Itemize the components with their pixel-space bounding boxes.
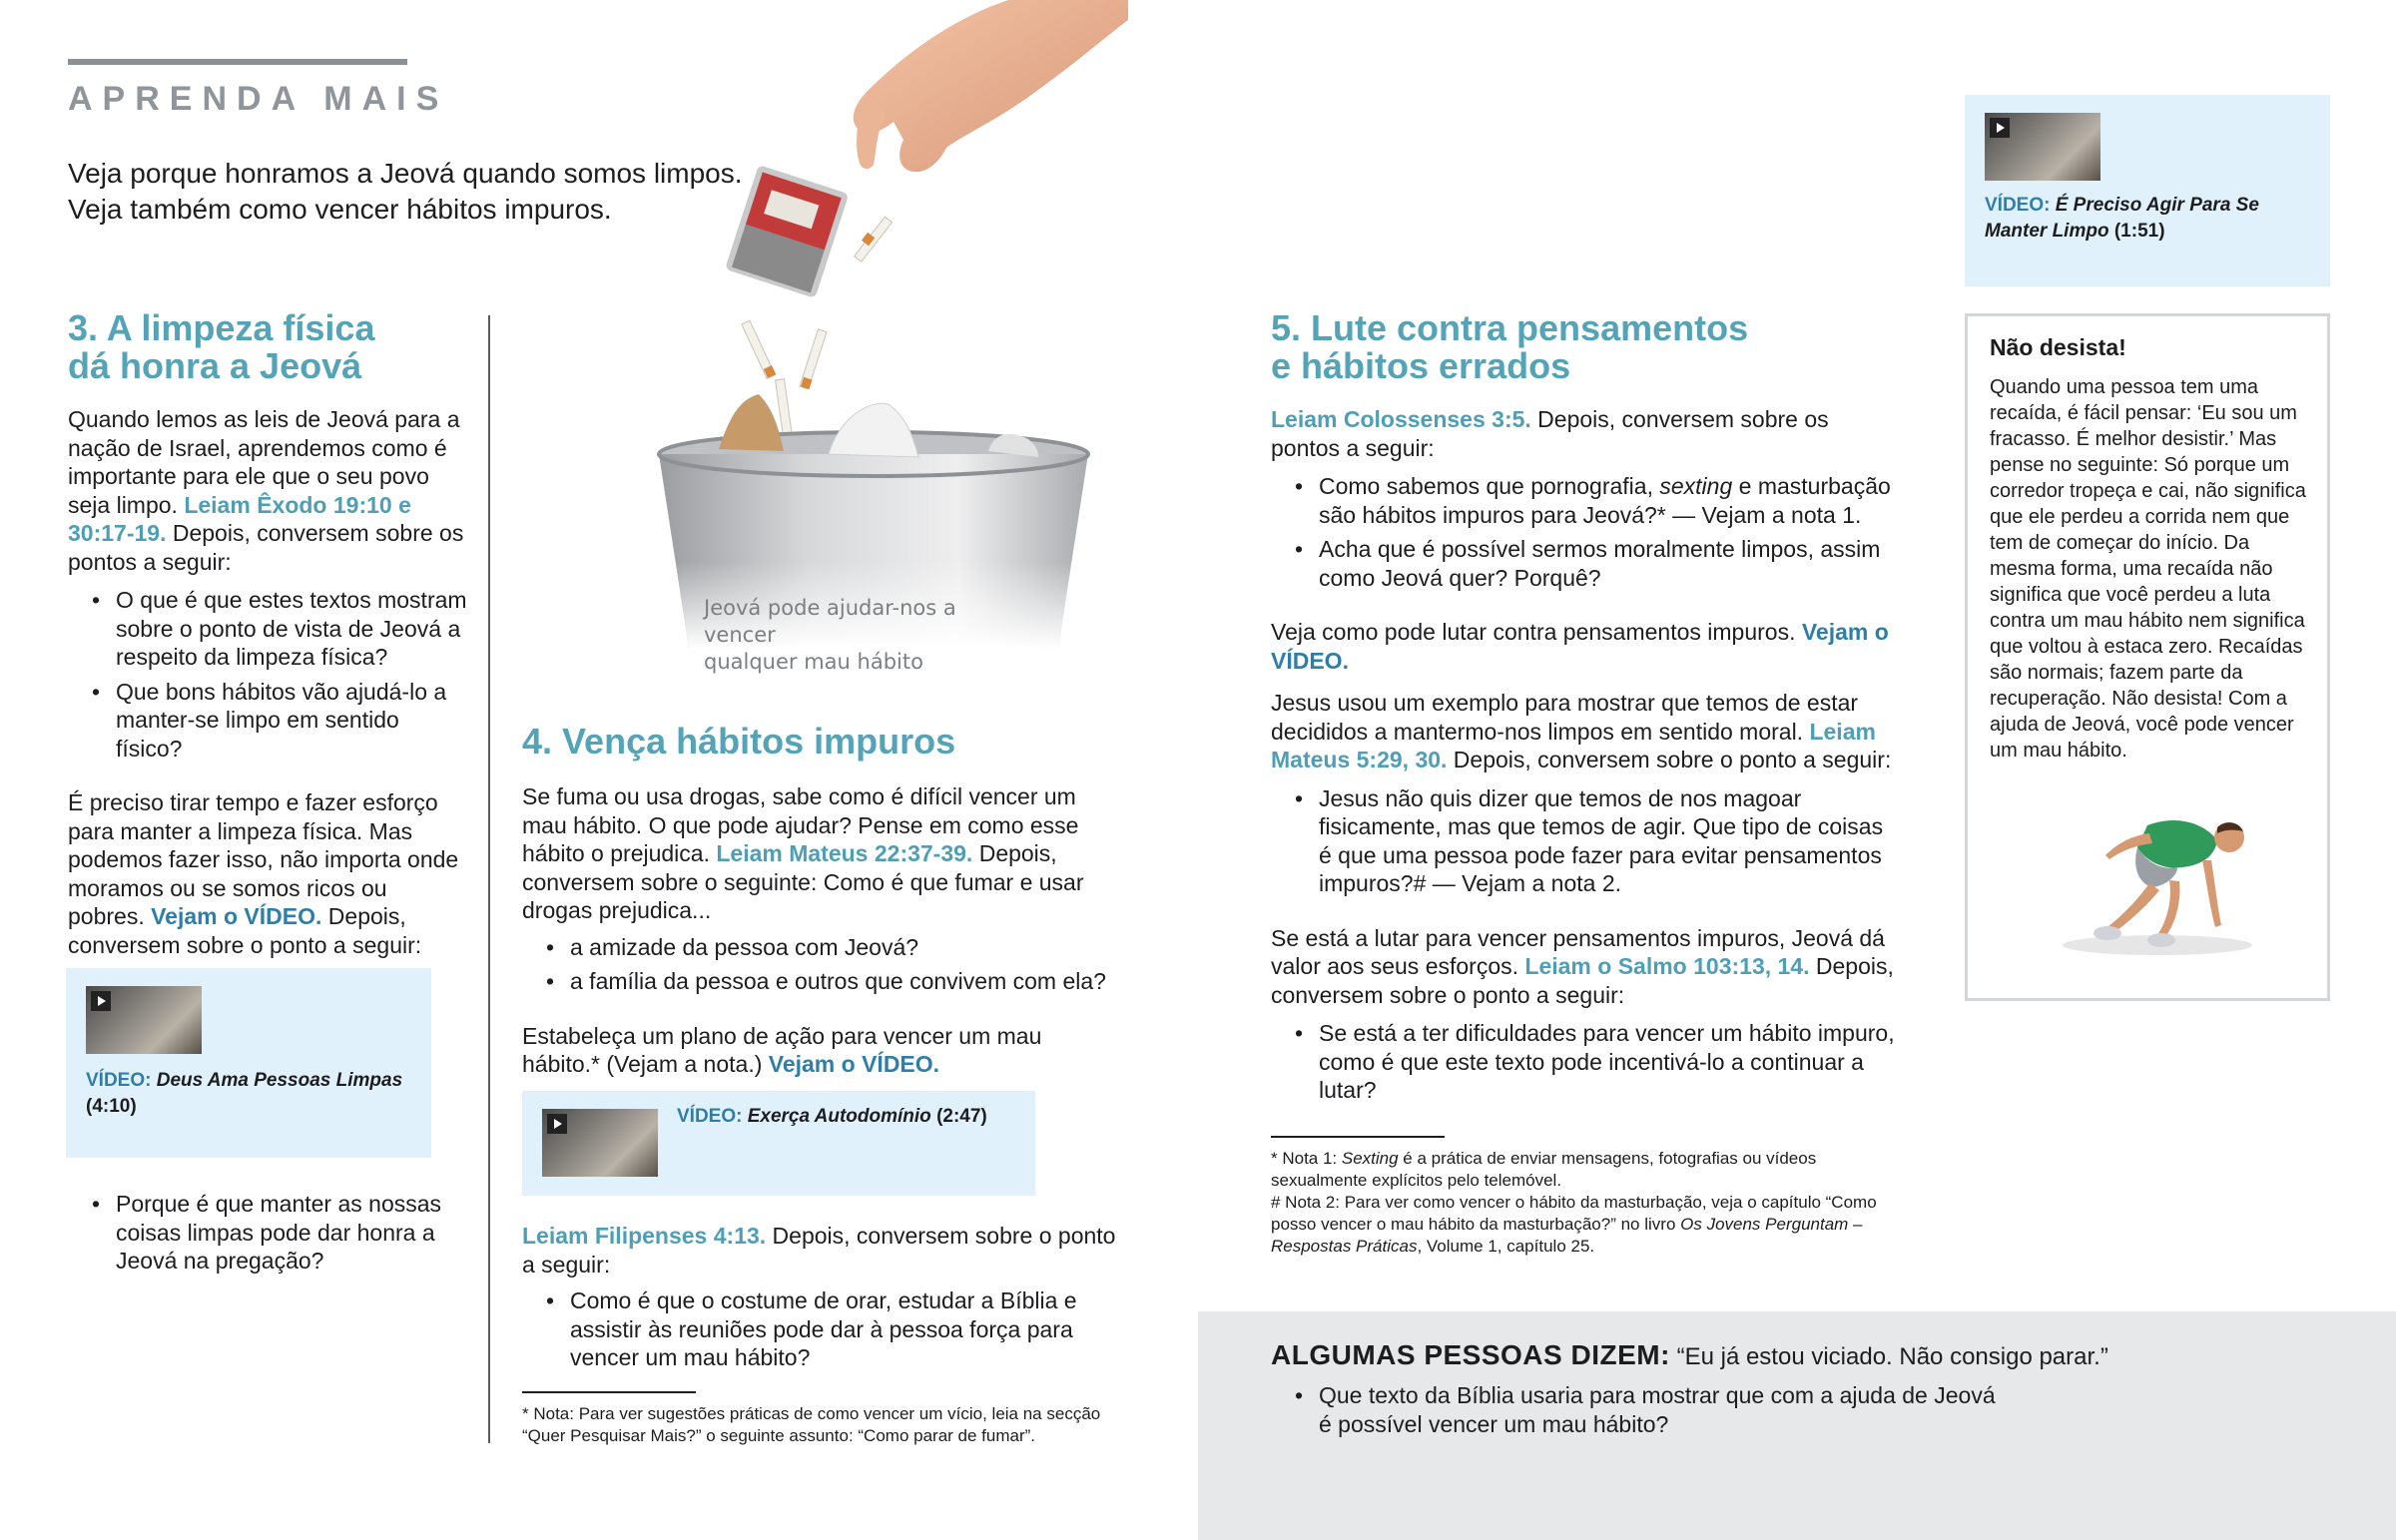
video-caption: VÍDEO: Deus Ama Pessoas Limpas (4:10) bbox=[86, 1070, 403, 1117]
section-3-bullet-list-2 bbox=[68, 1184, 477, 1276]
section-5-paragraph-2: Veja como pode lutar contra pensamentos impuros. Vejam o VÍDEO. bbox=[1271, 619, 1889, 674]
list-item: • Como é que o costume de orar, estudar a Bíblia e assistir às reuniões pode dar à pessoa força para vencer um mau hábito? bbox=[522, 1286, 1121, 1372]
intro-line-1: Veja porque honramos a Jeová quando somos limpos. bbox=[68, 158, 743, 189]
intro-line-2: Veja também como vencer hábitos impuros. bbox=[68, 194, 612, 225]
caption-line-2: qualquer mau hábito bbox=[704, 650, 923, 674]
scripture-reference-exodus[interactable]: Leiam Êxodo 19:10 e 30:17-19. bbox=[68, 491, 411, 546]
section-4-paragraph-1: Se fuma ou usa drogas, sabe como é difícil vencer um mau hábito. O que pode ajudar? Pense em como esse hábito o prejudica. Leiam Mateus 22:37-39. Depois, conversem sobre o seguinte: Como é que fumar e usar drogas prejudica... bbox=[522, 783, 1084, 923]
video-caption: VÍDEO: Exerça Autodomínio (2:47) bbox=[677, 1106, 987, 1127]
section-5-bullet-list-3 bbox=[1271, 1019, 1900, 1105]
video-title[interactable]: Deus Ama Pessoas Limpas bbox=[156, 1070, 403, 1091]
caption-line-1: Jeová pode ajudar-nos a vencer bbox=[704, 596, 956, 647]
panel-bullet-list bbox=[1271, 1381, 2010, 1438]
scripture-reference-mateus-5[interactable]: Leiam Mateus 5:29, 30. bbox=[1271, 718, 1876, 772]
video-title[interactable]: É Preciso Agir Para Se Manter Limpo bbox=[1985, 195, 2259, 242]
section-5 bbox=[1271, 309, 1900, 1105]
footnote-2: # Nota 2: Para ver como vencer o hábito da masturbação, veja o capítulo “Como posso vencer o mau hábito da masturbação?” no livro Os Jovens Perguntam – Respostas Práticas, Volume 1, capítulo 25. bbox=[1271, 1193, 1877, 1256]
scripture-reference-filipenses[interactable]: Leiam Filipenses 4:13. bbox=[522, 1223, 767, 1249]
hand-icon bbox=[854, 0, 1128, 172]
video-card-preciso-agir[interactable] bbox=[1965, 95, 2330, 286]
section-3-title-line-2: dá honra a Jeová bbox=[68, 345, 362, 386]
section-4 bbox=[522, 723, 1121, 1079]
list-item: • Acha que é possível sermos moralmente limpos, assim como Jeová quer? Porquê? bbox=[1271, 535, 1900, 592]
section-3-paragraph-1: Quando lemos as leis de Jeová para a nação de Israel, aprendemos como é importante para ele que o seu povo seja limpo. Leiam Êxodo 19:10 e 30:17-19. Depois, conversem sobre os pontos a seguir: bbox=[68, 406, 464, 575]
sidebar-title: Não desista! bbox=[1990, 334, 2126, 360]
algumas-pessoas-dizem-panel bbox=[1198, 1311, 2396, 1540]
cigarette-pack-icon bbox=[725, 165, 849, 298]
section-3-title bbox=[68, 309, 467, 385]
section-4-bullet-list-2 bbox=[522, 1286, 1121, 1372]
section-4-title: 4. Vença hábitos impuros bbox=[522, 721, 956, 762]
section-5-paragraph-3: Jesus usou um exemplo para mostrar que temos de estar decididos a mantermo-nos limpos em sentido moral. Leiam Mateus 5:29, 30. Depois, conversem sobre o ponto a seguir: bbox=[1271, 690, 1892, 772]
play-icon[interactable] bbox=[547, 1114, 567, 1134]
list-item: • Que bons hábitos vão ajudá-lo a manter-se limpo em sentido físico? bbox=[68, 678, 467, 764]
section-3-bullet-list bbox=[68, 586, 467, 763]
play-icon[interactable] bbox=[91, 991, 111, 1011]
video-duration: (2:47) bbox=[936, 1106, 987, 1127]
section-5-paragraph-1: Leiam Colossenses 3:5. Depois, conversem sobre os pontos a seguir: bbox=[1271, 406, 1829, 461]
scripture-reference-colossenses[interactable]: Leiam Colossenses 3:5. bbox=[1271, 406, 1531, 432]
video-thumbnail[interactable] bbox=[542, 1109, 658, 1177]
stumbling-runner-illustration bbox=[2038, 795, 2267, 965]
video-duration: (1:51) bbox=[2113, 221, 2165, 242]
section-5-bullet-list-1 bbox=[1271, 472, 1900, 592]
video-caption: VÍDEO: É Preciso Agir Para Se Manter Limpo (1:51) bbox=[1985, 195, 2259, 242]
column-divider bbox=[488, 315, 490, 1443]
scripture-reference-mateus-22[interactable]: Leiam Mateus 22:37-39. bbox=[716, 840, 973, 866]
section-4-paragraph-3: Leiam Filipenses 4:13. Depois, conversem sobre o ponto a seguir: bbox=[522, 1223, 1116, 1278]
list-item: • Que texto da Bíblia usaria para mostrar que com a ajuda de Jeová é possível vencer um mau hábito? bbox=[1271, 1381, 2010, 1438]
list-item: • Como sabemos que pornografia, sexting e masturbação são hábitos impuros para Jeová?* — Vejam a nota 1. bbox=[1271, 472, 1900, 529]
section-5-paragraph-4: Se está a lutar para vencer pensamentos impuros, Jeová dá valor aos seus esforços. Leiam o Salmo 103:13, 14. Depois, conversem sobre o ponto a seguir: bbox=[1271, 924, 1894, 1008]
section-4-footnote: * Nota: Para ver sugestões práticas de como vencer um vício, leia na secção “Quer Pesquisar Mais?” o seguinte assunto: “Como parar de fumar”. bbox=[522, 1404, 1101, 1445]
section-5-title bbox=[1271, 309, 1900, 385]
section-4-paragraph-2: Estabeleça um plano de ação para vencer um mau hábito.* (Vejam a nota.) Vejam o VÍDEO. bbox=[522, 1022, 1042, 1077]
section-5-footnotes bbox=[1271, 1148, 1900, 1258]
list-item: • a amizade da pessoa com Jeová? bbox=[522, 933, 1121, 962]
watch-video-link[interactable]: Vejam o VÍDEO. bbox=[768, 1051, 940, 1077]
section-5-bullet-list-2 bbox=[1271, 784, 1900, 898]
illustration-caption bbox=[704, 595, 1023, 676]
section-label: APRENDA MAIS bbox=[68, 80, 449, 118]
list-item: • Porque é que manter as nossas coisas limpas pode dar honra a Jeová na pregação? bbox=[68, 1190, 477, 1276]
section-3 bbox=[68, 309, 467, 959]
sidebar-text: Quando uma pessoa tem uma recaída, é fácil pensar: ‘Eu sou um fracasso. É melhor desistir.’ Mas pense no seguinte: Só porque um corredor tropeça e cai, não significa que ele perdeu a corrida nem que tem de começar do início. Da mesma forma, uma recaída não significa que você perdeu a luta contra um mau hábito nem significa que voltou à estaca zero. Recaídas são normais; fazem parte da recuperação. Não desista! Com a ajuda de Jeová, você pode vencer um mau hábito. bbox=[1990, 376, 2306, 762]
footnote-rule bbox=[522, 1391, 696, 1393]
list-item: • Se está a ter dificuldades para vencer um hábito impuro, como é que este texto pode incentivá-lo a continuar a lutar? bbox=[1271, 1019, 1900, 1105]
footnote-1: * Nota 1: Sexting é a prática de enviar mensagens, fotografias ou vídeos sexualmente explícitos pelo telemóvel. bbox=[1271, 1149, 1817, 1190]
list-item: • O que é que estes textos mostram sobre o ponto de vista de Jeová a respeito da limpeza física? bbox=[68, 586, 467, 672]
watch-video-link[interactable]: Vejam o VÍDEO. bbox=[151, 903, 322, 929]
header-rule bbox=[68, 59, 407, 65]
footnote-rule bbox=[1271, 1136, 1445, 1138]
sidebar-box-nao-desista bbox=[1965, 313, 2330, 1001]
watch-video-link[interactable]: Vejam o VÍDEO. bbox=[1271, 619, 1889, 674]
play-icon[interactable] bbox=[1990, 118, 2010, 138]
scripture-reference-salmo[interactable]: Leiam o Salmo 103:13, 14. bbox=[1524, 953, 1810, 979]
video-thumbnail[interactable] bbox=[1985, 113, 2100, 181]
video-card-deus-ama-pessoas-limpas[interactable] bbox=[66, 968, 431, 1158]
video-card-exerca-autodominio[interactable] bbox=[522, 1091, 1035, 1196]
trash-can-illustration bbox=[569, 0, 1128, 679]
section-3-title-line-1: 3. A limpeza física bbox=[68, 307, 375, 348]
video-duration: (4:10) bbox=[86, 1096, 137, 1117]
section-4-continued bbox=[522, 1222, 1121, 1372]
video-thumbnail[interactable] bbox=[86, 986, 202, 1054]
video-title[interactable]: Exerça Autodomínio bbox=[747, 1106, 931, 1127]
section-4-bullet-list bbox=[522, 933, 1121, 996]
list-item: • a família da pessoa e outros que convivem com ela? bbox=[522, 967, 1121, 996]
section-5-title-line-1: 5. Lute contra pensamentos bbox=[1271, 307, 1749, 348]
section-3-paragraph-2: É preciso tirar tempo e fazer esforço para manter a limpeza física. Mas podemos fazer isso, não importa onde moramos ou se somos ricos ou pobres. Vejam o VÍDEO. Depois, conversem sobre o ponto a seguir: bbox=[68, 789, 459, 958]
list-item: • Jesus não quis dizer que temos de nos magoar fisicamente, mas que temos de agir. Que tipo de coisas é que uma pessoa pode fazer para evitar pensamentos impuros?# — Vejam a nota 2. bbox=[1271, 784, 1900, 898]
section-5-title-line-2: e hábitos errados bbox=[1271, 345, 1571, 386]
panel-heading: ALGUMAS PESSOAS DIZEM: “Eu já estou viciado. Não consigo parar.” bbox=[1271, 1339, 2108, 1370]
